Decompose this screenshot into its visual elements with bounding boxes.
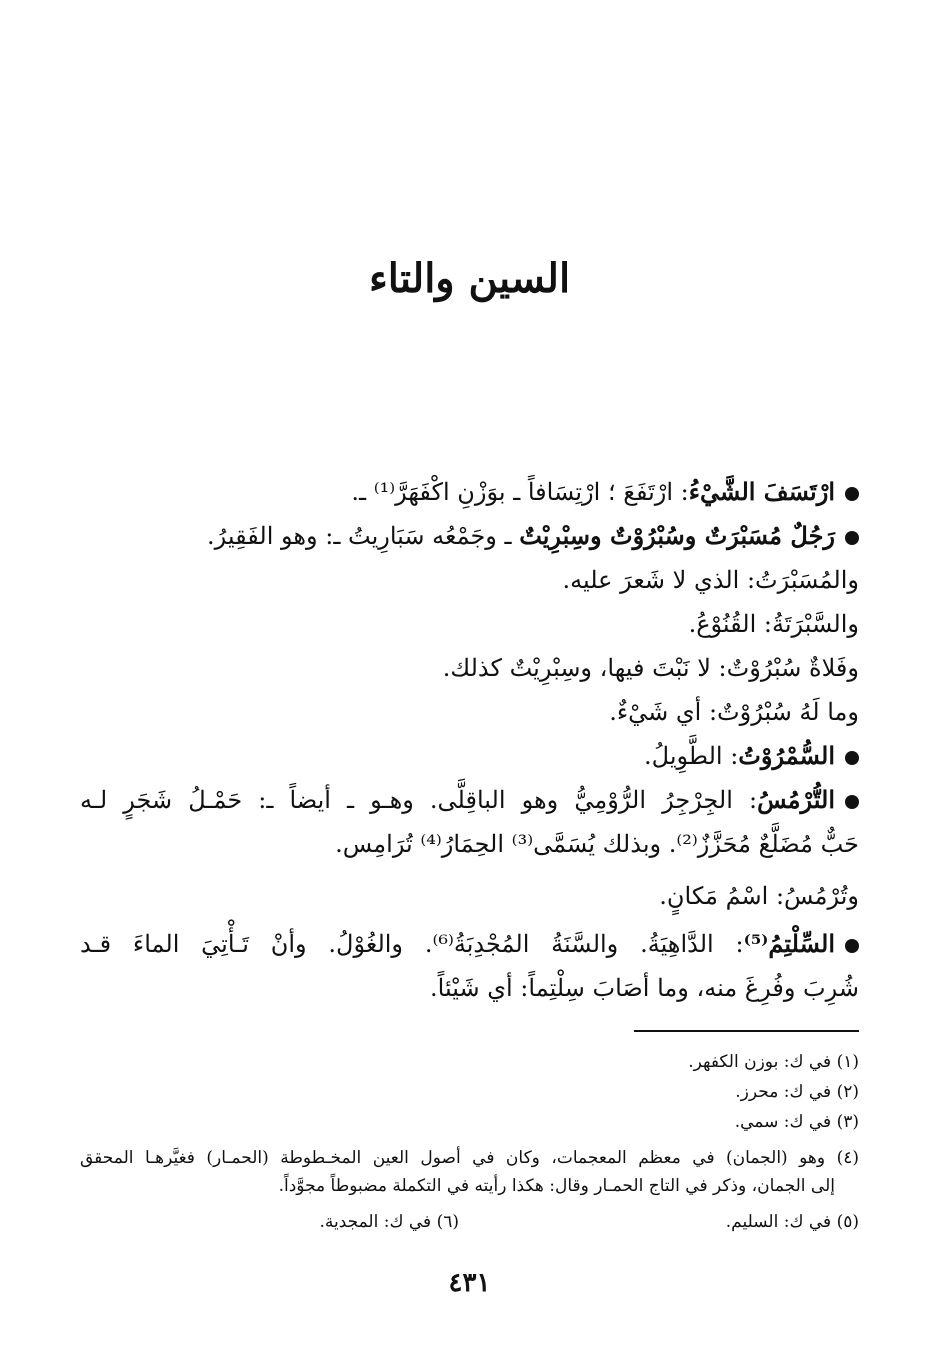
entry-line xyxy=(689,604,859,644)
entry-line xyxy=(430,968,859,1008)
entry-text: : الجِرْجِرُ الرُّوْمِيُّ وهو الباقِلَّى. وهـو ـ أيضاً ـ: حَمْـلُ شَجَرٍ لـه xyxy=(80,786,758,814)
footnote: (١) في ك: بوزن الكفهر. xyxy=(688,1052,859,1072)
bullet-icon xyxy=(845,751,859,765)
entry-text: وما لَهُ سُبْرُوْتٌ: أي شَيْءٌ. xyxy=(609,698,859,726)
entry-line xyxy=(80,780,859,820)
entry-headword: السُّمْرُوْتُ xyxy=(738,741,835,770)
footnote: (٢) في ك: محرز. xyxy=(735,1082,859,1102)
entry-headword: ارْتَسَفَ الشَّيْءُ xyxy=(688,477,835,506)
entry-text: والسَّبْرَتَةُ: القُنُوْعُ. xyxy=(688,610,859,638)
entry-line xyxy=(335,824,859,864)
entry-line xyxy=(659,876,859,916)
entry-text: : الدَّاهِيَةُ. والسَّنَةُ المُجْدِبَةُ⁽⁶⁾. والغُوْلُ. وأنْ تَـأْتِيَ الماءَ قـد xyxy=(80,930,744,958)
section-title: السين والتاء xyxy=(368,255,571,302)
entry-text: شُرِبَ وفُرِغَ منه، وما أصَابَ سِلْتِماً: أي شَيْئاً. xyxy=(430,974,859,1002)
footnote-continuation: إلى الجمان، وذكر في التاج الحمـار وقال: هكذا رأيته في التكملة مضبوطاً مجوَّداً. xyxy=(278,1176,835,1196)
entry-line xyxy=(443,648,859,688)
bullet-icon xyxy=(845,531,859,545)
bullet-icon xyxy=(845,795,859,809)
entry-text: والمُسَبْرَتُ: الذي لا شَعرَ عليه. xyxy=(562,566,859,594)
entry-headword: السِّلْتِمُ⁽⁵⁾ xyxy=(743,929,835,958)
entry-line xyxy=(207,516,859,556)
entry-headword: رَجُلٌ مُسَبْرَتٌ وسُبْرُوْتٌ وسِبْرِيْتٌ xyxy=(519,521,835,550)
entry-line xyxy=(562,560,859,600)
bullet-icon xyxy=(845,939,859,953)
entry-text: : الطَّوِيلُ. xyxy=(644,742,739,770)
entry-text: وتُرْمُسُ: اسْمُ مَكانٍ. xyxy=(659,882,859,910)
entry-text: حَبٌّ مُضَلَّعٌ مُحَزَّزٌ⁽²⁾. وبذلك يُسَمَّى⁽³⁾ الحِمَارُ⁽⁴⁾ تُرَامِس. xyxy=(335,830,859,858)
footnote: (٣) في ك: سمي. xyxy=(734,1112,859,1132)
footnote: (٥) في ك: السليم. xyxy=(725,1212,859,1232)
footnote-divider xyxy=(634,1030,859,1032)
entry-line xyxy=(80,924,859,964)
footnote: (٦) في ك: المجدية. xyxy=(319,1212,459,1232)
entry-line xyxy=(609,692,859,732)
entry-text: : ارْتَفَعَ ؛ ارْتِسَافاً ـ بوَزْنِ اكْفَهَرَّ⁽¹⁾ ـ. xyxy=(351,478,689,506)
entry-headword: التُّرْمُسُ xyxy=(757,785,835,814)
entry-text: ـ وجَمْعُه سَبَارِيتُ ـ: وهو الفَقِيرُ. xyxy=(206,522,512,550)
page-number: ٤٣١ xyxy=(448,1268,491,1298)
entry-text: وفَلاةٌ سُبْرُوْتٌ: لا نَبْتَ فيها، وسِبْرِيْتٌ كذلك. xyxy=(442,654,859,682)
bullet-icon xyxy=(845,487,859,501)
entry-line xyxy=(644,736,859,776)
entry-line xyxy=(351,472,859,512)
footnote: (٤) وهو (الجمان) في معظم المعجمات، وكان في أصول العين المخـطوطة (الحمـار) فغيَّرهـا المحقق xyxy=(80,1148,859,1168)
